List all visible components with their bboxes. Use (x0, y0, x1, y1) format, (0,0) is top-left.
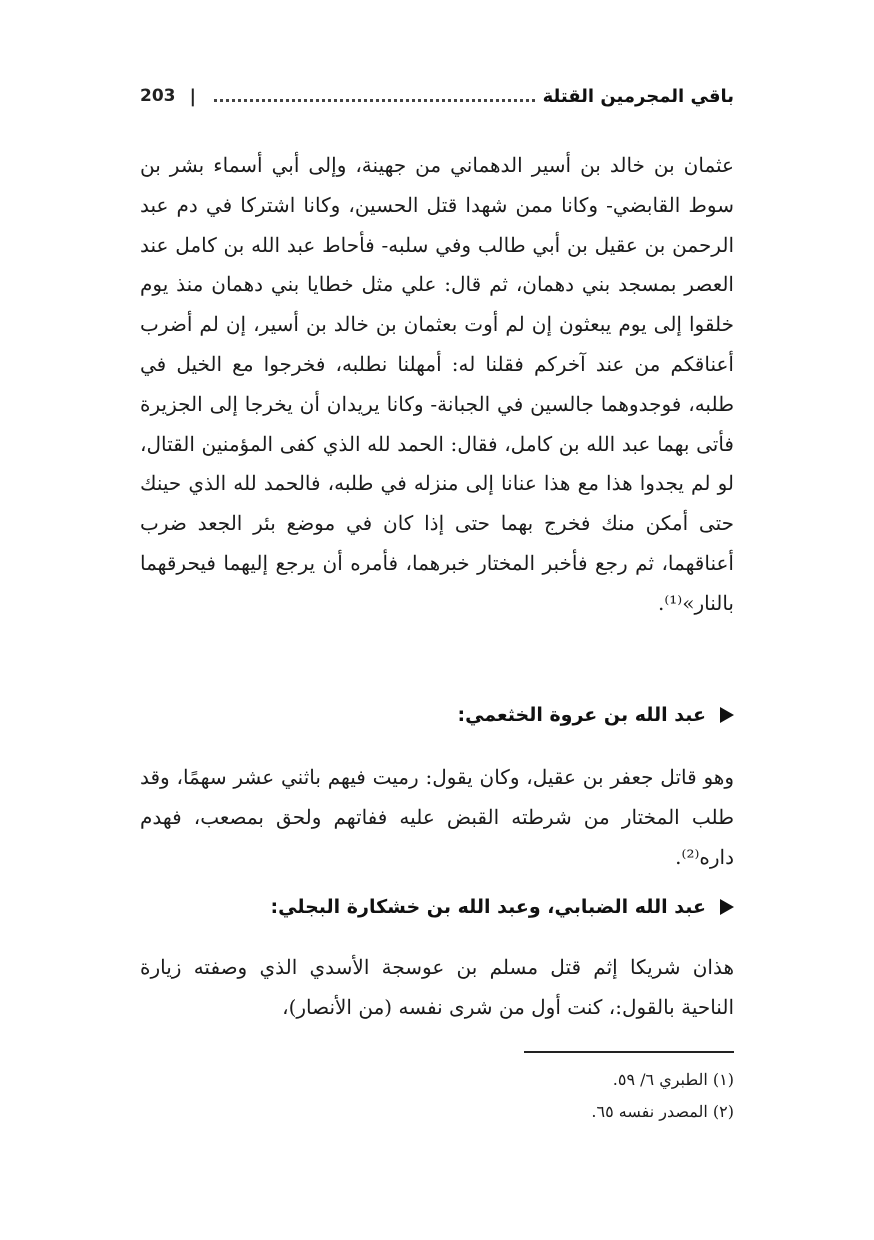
section-heading-text: عبد الله الضبابي، وعبد الله بن خشكارة البجلي: (270, 896, 706, 918)
header-separator: | (189, 85, 197, 107)
footnote: (٢) المصدر نفسه ٦٥. (591, 1102, 734, 1121)
triangle-bullet-icon (720, 707, 734, 723)
section-heading (140, 704, 734, 726)
triangle-bullet-icon (720, 899, 734, 915)
section-heading-text: عبد الله بن عروة الخثعمي: (457, 704, 706, 726)
footnote-divider (524, 1051, 734, 1053)
section-heading (140, 896, 734, 918)
body-paragraph (140, 948, 734, 1028)
running-title: باقي المجرمين القتلة (542, 85, 734, 107)
footnote: (١) الطبري ٦/ ٥٩. (612, 1070, 734, 1089)
footnotes (140, 1064, 734, 1128)
paragraph-text: عثمان بن خالد بن أسير الدهماني من جهينة، وإلى أبي أسماء بشر بن سوط القابضي- وكانا ممن شهدا قتل الحسين، وكانا اشتركا في دم عبد الرحمن بن عقيل بن أبي طالب وفي سلبه- فأحاط عبد الله بن كامل عند العصر بمسجد بني دهمان، ثم قال: علي مثل خطايا بني دهمان منذ يوم خلقوا إلى يوم يبعثون إن لم أوت بعثمان بن خالد بن أسير، إن لم أضرب أعناقكم من عند آخركم فقلنا له: أمهلنا نطلبه، فخرجوا مع الخيل في طلبه، فوجدوهما جالسين في الجبانة- وكانا يريدان أن يخرجا إلى الجزيرة فأتى بهما عبد الله بن كامل، فقال: الحمد لله الذي كفى المؤمنين القتال، لو لم يجدوا هذا مع هذا عنانا إلى منزله في طلبه، فالحمد لله الذي حينك حتى أمكن منك فخرج بهما حتى إذا كان في موضع بئر الجعد ضرب أعناقهما، ثم رجع فأخبر المختار خبرهما، فأمره أن يرجع إليهما فيحرقهما بالنار»⁽¹⁾. (140, 153, 734, 615)
paragraph-text: هذان شريكا إثم قتل مسلم بن عوسجة الأسدي الذي وصفته زيارة الناحية بالقول:، كنت أول من شرى نفسه (من الأنصار)، (140, 955, 734, 1019)
header-dotted-leader (214, 99, 535, 102)
paragraph-text: وهو قاتل جعفر بن عقيل، وكان يقول: رميت فيهم باثني عشر سهمًا، وقد طلب المختار من شرطته القبض عليه ففاتهم ولحق بمصعب، فهدم داره⁽²⁾. (140, 765, 734, 869)
page-number: 203 (140, 86, 176, 106)
body-paragraph (140, 758, 734, 877)
running-header (140, 78, 734, 114)
body-paragraph (140, 146, 734, 624)
